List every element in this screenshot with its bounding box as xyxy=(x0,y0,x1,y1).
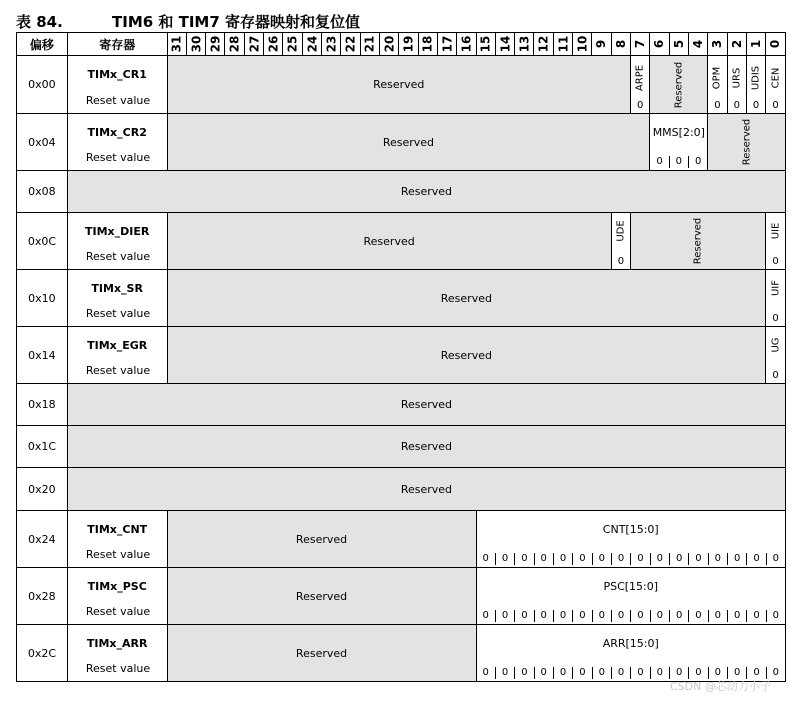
reserved-cell: Reserved xyxy=(167,511,476,568)
bit-header: 28 xyxy=(225,33,244,56)
reset-bit: 0 xyxy=(592,667,611,679)
offset-cell: 0x0C xyxy=(17,213,68,270)
reset-bit: 0 xyxy=(727,610,746,622)
reset-bit: 0 xyxy=(772,256,779,267)
register-name-cell xyxy=(67,213,167,270)
reset-bit: 0 xyxy=(772,100,779,111)
bit-header: 23 xyxy=(322,33,341,56)
reserved-cell: Reserved xyxy=(67,468,785,511)
bit-header: 16 xyxy=(457,33,476,56)
offset-cell: 0x04 xyxy=(17,114,68,171)
field-arpe: ARPE 0 xyxy=(631,56,650,114)
reserved-cell: Reserved xyxy=(67,171,785,213)
bit-header: 10 xyxy=(573,33,592,56)
offset-cell: 0x00 xyxy=(17,56,68,114)
bit-header: 4 xyxy=(688,33,707,56)
reset-value-label: Reset value xyxy=(85,364,151,377)
reset-bit: 0 xyxy=(617,256,625,267)
bit-header: 2 xyxy=(727,33,746,56)
reserved-row xyxy=(17,426,786,468)
register-name: TIMx_DIER xyxy=(85,225,150,238)
register-name: TIMx_EGR xyxy=(87,339,148,352)
bit-header: 12 xyxy=(534,33,553,56)
bit-header: 20 xyxy=(379,33,398,56)
offset-cell: 0x2C xyxy=(17,625,68,682)
reset-bit: 0 xyxy=(514,553,533,565)
reset-bit: 0 xyxy=(553,553,572,565)
register-name: TIMx_CNT xyxy=(87,523,148,536)
register-header: 寄存器 xyxy=(67,33,167,56)
reset-bit: 0 xyxy=(630,610,649,622)
reset-bit: 0 xyxy=(772,313,779,324)
bit-header: 26 xyxy=(264,33,283,56)
reset-bit: 0 xyxy=(572,667,591,679)
reset-value-label: Reset value xyxy=(85,94,151,107)
reset-bit: 0 xyxy=(572,553,591,565)
reset-bits xyxy=(650,156,707,168)
bit-header: 19 xyxy=(399,33,418,56)
offset-cell: 0x24 xyxy=(17,511,68,568)
reset-bit: 0 xyxy=(688,156,707,168)
reset-bit: 0 xyxy=(727,667,746,679)
bit-header: 21 xyxy=(360,33,379,56)
reset-bit: 0 xyxy=(650,667,669,679)
reserved-row xyxy=(17,171,786,213)
reset-bit: 0 xyxy=(611,553,630,565)
register-name: TIMx_CR2 xyxy=(87,126,147,139)
reset-bit: 0 xyxy=(514,610,533,622)
reset-bit: 0 xyxy=(669,156,688,168)
register-row-arr xyxy=(17,625,786,682)
register-name-cell xyxy=(67,327,167,384)
register-row-cnt xyxy=(17,511,786,568)
field-ug: UG 0 xyxy=(766,327,786,384)
register-row-cr1 xyxy=(17,56,786,114)
register-name-cell xyxy=(67,56,167,114)
reset-bit: 0 xyxy=(534,667,553,679)
reset-bit: 0 xyxy=(688,610,707,622)
bit-header: 3 xyxy=(708,33,727,56)
register-name: TIMx_CR1 xyxy=(87,68,147,81)
field-uif: UIF 0 xyxy=(766,270,786,327)
reset-bit: 0 xyxy=(592,610,611,622)
reset-bit: 0 xyxy=(482,610,489,621)
reset-bit: 0 xyxy=(514,667,533,679)
reset-bit: 0 xyxy=(611,610,630,622)
field-cen: CEN 0 xyxy=(766,56,786,114)
reserved-cell: Reserved xyxy=(67,384,785,426)
bit-header: 6 xyxy=(650,33,669,56)
reserved-cell: Reserved xyxy=(167,114,650,171)
register-name-cell xyxy=(67,625,167,682)
reset-bit: 0 xyxy=(534,610,553,622)
register-name: TIMx_SR xyxy=(91,282,143,295)
reset-bit: 0 xyxy=(708,553,727,565)
offset-cell: 0x10 xyxy=(17,270,68,327)
reset-bit: 0 xyxy=(733,100,740,111)
bit-header: 24 xyxy=(302,33,321,56)
field-uie: UIE 0 xyxy=(766,213,786,270)
field-ude: UDE 0 xyxy=(611,213,630,270)
reset-value-label: Reset value xyxy=(85,605,151,618)
reset-bit: 0 xyxy=(572,610,591,622)
reserved-cell: Reserved xyxy=(167,625,476,682)
reset-bit: 0 xyxy=(611,667,630,679)
reset-bit: 0 xyxy=(650,610,669,622)
bit-header: 9 xyxy=(592,33,611,56)
bit-header: 22 xyxy=(341,33,360,56)
reserved-cell: Reserved xyxy=(631,213,766,270)
reset-bit: 0 xyxy=(534,553,553,565)
reset-value-label: Reset value xyxy=(85,250,151,263)
reserved-cell: Reserved xyxy=(167,568,476,625)
reset-bit: 0 xyxy=(772,370,779,381)
register-row-psc xyxy=(17,568,786,625)
bit-header: 11 xyxy=(553,33,572,56)
reset-bit: 0 xyxy=(495,667,514,679)
reset-bit: 0 xyxy=(482,553,489,564)
field-urs: URS 0 xyxy=(727,56,746,114)
register-row-sr xyxy=(17,270,786,327)
reset-value-label: Reset value xyxy=(85,151,151,164)
register-row-cr2 xyxy=(17,114,786,171)
reset-bit: 0 xyxy=(746,667,765,679)
field-opm: OPM 0 xyxy=(708,56,727,114)
reset-bit: 0 xyxy=(752,100,760,111)
register-row-egr xyxy=(17,327,786,384)
header-row xyxy=(17,33,786,56)
reset-value-label: Reset value xyxy=(85,307,151,320)
reset-bit: 0 xyxy=(650,553,669,565)
reserved-cell: Reserved xyxy=(708,114,786,171)
table-title: TIM6 和 TIM7 寄存器映射和复位值 xyxy=(112,13,361,31)
reset-value-label: Reset value xyxy=(85,548,151,561)
reserved-cell: Reserved xyxy=(167,213,611,270)
reset-bit: 0 xyxy=(553,667,572,679)
reset-bit: 0 xyxy=(553,610,572,622)
reset-bit: 0 xyxy=(708,610,727,622)
offset-cell: 0x08 xyxy=(17,171,68,213)
bit-header: 27 xyxy=(244,33,263,56)
reserved-cell: Reserved xyxy=(67,426,785,468)
register-name-cell xyxy=(67,114,167,171)
register-row-dier xyxy=(17,213,786,270)
reset-bit: 0 xyxy=(592,553,611,565)
reset-bit: 0 xyxy=(482,667,489,678)
offset-header: 偏移 xyxy=(17,33,68,56)
bit-header: 8 xyxy=(611,33,630,56)
reset-bit: 0 xyxy=(630,553,649,565)
bit-header: 0 xyxy=(766,33,786,56)
reset-bit: 0 xyxy=(714,100,721,111)
reset-bit: 0 xyxy=(669,553,688,565)
watermark: CSDN @芯动力小子 xyxy=(670,680,771,693)
reset-bits xyxy=(477,553,785,565)
reset-bit: 0 xyxy=(669,667,688,679)
register-name-cell xyxy=(67,511,167,568)
field-cnt: CNT[15:0] 0 0 0 0 0 0 0 0 0 0 0 0 0 0 0 0 xyxy=(476,511,785,568)
field-udis: UDIS 0 xyxy=(746,56,765,114)
field-mms: MMS[2:0] 0 0 0 xyxy=(650,114,708,171)
bit-header: 29 xyxy=(206,33,225,56)
table-number: 表 84. xyxy=(16,13,63,31)
reset-bits xyxy=(477,610,785,622)
reset-bit: 0 xyxy=(688,553,707,565)
bit-header: 7 xyxy=(631,33,650,56)
reset-bit: 0 xyxy=(656,156,663,167)
reset-bit: 0 xyxy=(766,553,785,565)
bit-header: 17 xyxy=(437,33,456,56)
field-psc: PSC[15:0] 0 0 0 0 0 0 0 0 0 0 0 0 0 0 0 0 xyxy=(476,568,785,625)
reset-bit: 0 xyxy=(495,553,514,565)
field-arr: ARR[15:0] 0 0 0 0 0 0 0 0 0 0 0 0 0 0 0 0 xyxy=(476,625,785,682)
bit-header: 1 xyxy=(746,33,765,56)
register-name: TIMx_ARR xyxy=(86,637,148,650)
reset-bit: 0 xyxy=(495,610,514,622)
reserved-cell: Reserved xyxy=(167,327,766,384)
reset-bit: 0 xyxy=(708,667,727,679)
reset-bit: 0 xyxy=(669,610,688,622)
reset-bit: 0 xyxy=(746,553,765,565)
reset-bit: 0 xyxy=(746,610,765,622)
reset-bit: 0 xyxy=(637,100,644,111)
reset-value-label: Reset value xyxy=(85,662,151,675)
reserved-row xyxy=(17,468,786,511)
bit-header: 5 xyxy=(669,33,688,56)
bit-header: 13 xyxy=(515,33,534,56)
register-name-cell xyxy=(67,270,167,327)
register-name: TIMx_PSC xyxy=(87,580,147,593)
reset-bit: 0 xyxy=(688,667,707,679)
reset-bit: 0 xyxy=(766,667,785,679)
bit-header: 15 xyxy=(476,33,495,56)
bit-header: 31 xyxy=(167,33,186,56)
reserved-cell: Reserved xyxy=(167,270,766,327)
offset-cell: 0x18 xyxy=(17,384,68,426)
reserved-row xyxy=(17,384,786,426)
offset-cell: 0x1C xyxy=(17,426,68,468)
offset-cell: 0x28 xyxy=(17,568,68,625)
bit-header: 30 xyxy=(186,33,205,56)
reset-bit: 0 xyxy=(766,610,785,622)
register-name-cell xyxy=(67,568,167,625)
reserved-cell: Reserved xyxy=(167,56,631,114)
register-map-table xyxy=(16,32,786,687)
offset-cell: 0x20 xyxy=(17,468,68,511)
offset-cell: 0x14 xyxy=(17,327,68,384)
bit-header: 14 xyxy=(495,33,514,56)
reset-bit: 0 xyxy=(727,553,746,565)
bit-header: 25 xyxy=(283,33,302,56)
reserved-cell: Reserved xyxy=(650,56,708,114)
reset-bit: 0 xyxy=(630,667,649,679)
bit-header: 18 xyxy=(418,33,437,56)
